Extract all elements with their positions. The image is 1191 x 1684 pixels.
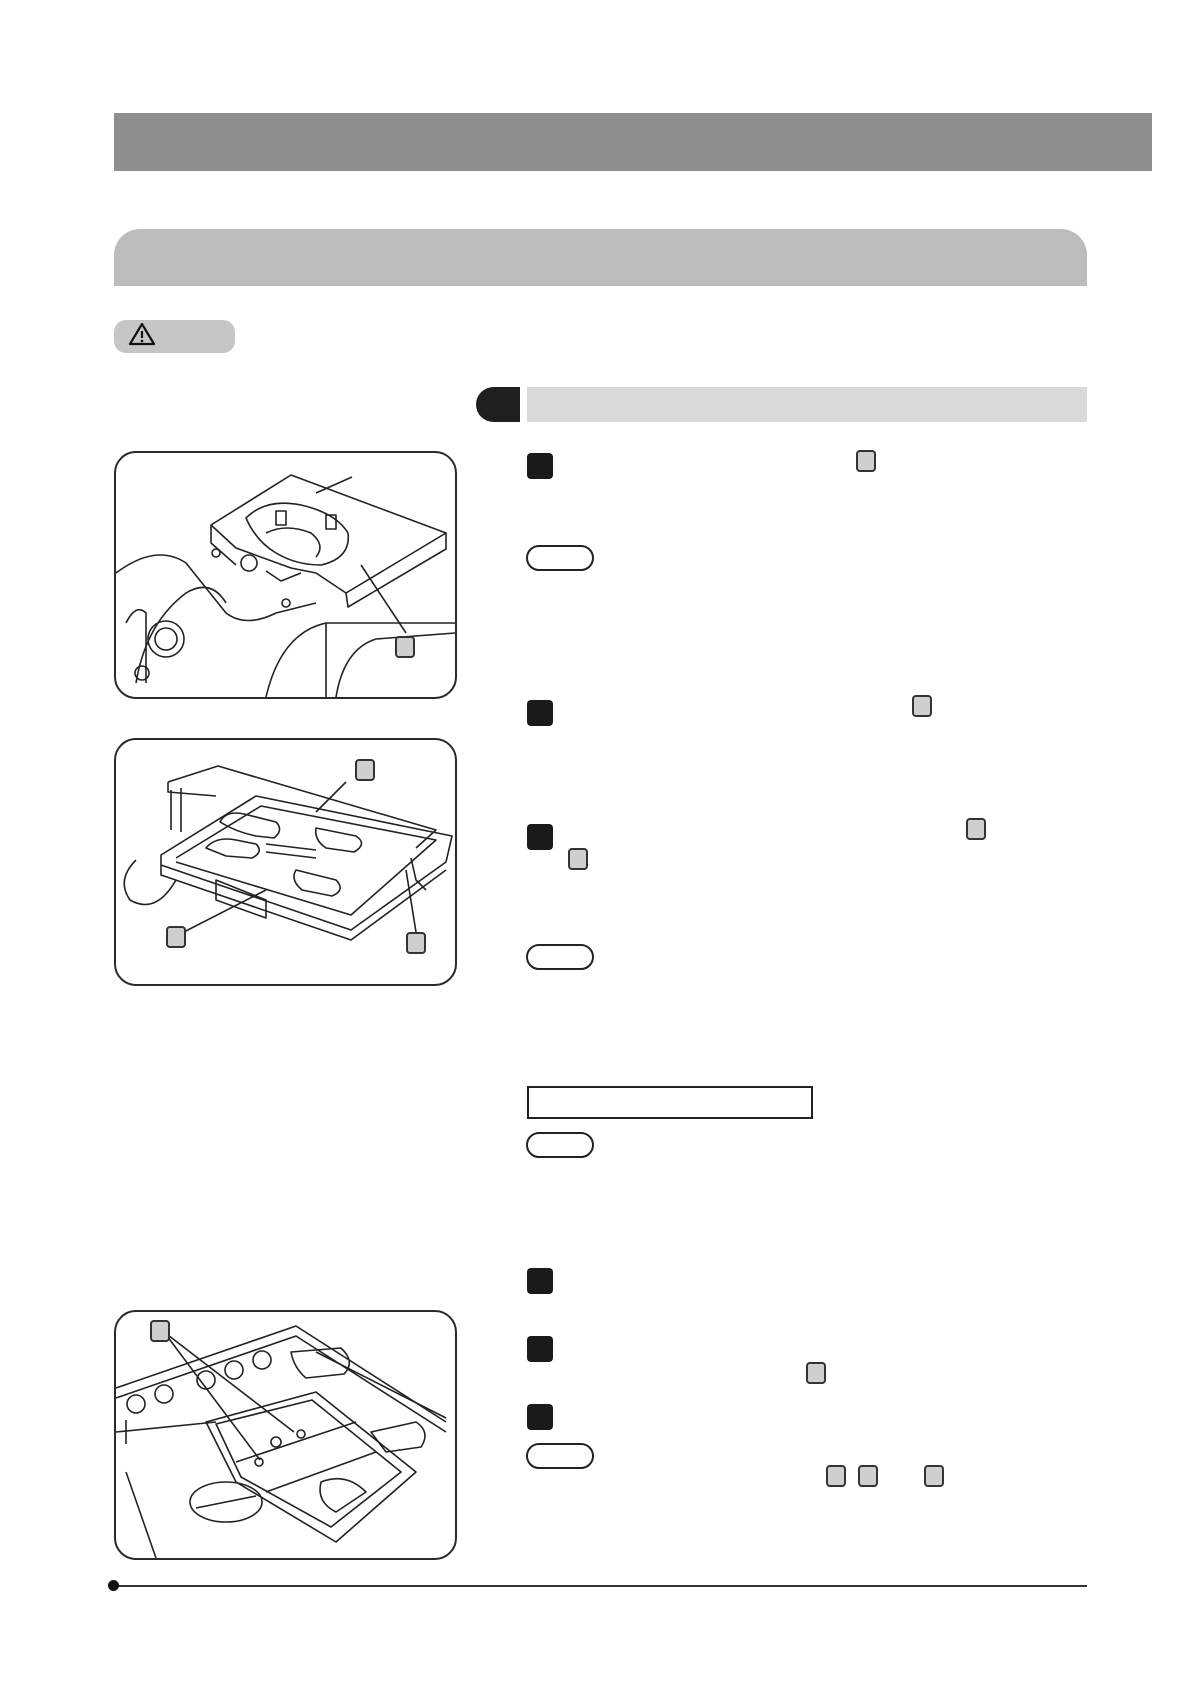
figure-reference-box [150, 1320, 170, 1342]
figure-reference-box [395, 636, 415, 658]
step-marker [527, 824, 553, 850]
reference-box [568, 848, 588, 870]
footer-bullet [108, 1580, 119, 1591]
reference-box [826, 1465, 846, 1487]
step-marker [527, 1336, 553, 1362]
step-marker [527, 1404, 553, 1430]
reference-box [912, 695, 932, 717]
figure-reference-box [166, 926, 186, 948]
note-pill [526, 944, 594, 970]
figure-reference-box [355, 759, 375, 781]
note-pill [526, 545, 594, 571]
chapter-header-bar [114, 113, 1152, 171]
section-header-bar [114, 229, 1087, 286]
subsection-header-bar [527, 387, 1087, 422]
step-marker [527, 453, 553, 479]
reference-box [858, 1465, 878, 1487]
note-pill [526, 1132, 594, 1158]
note-pill [526, 1443, 594, 1469]
step-marker [527, 700, 553, 726]
framed-note-box [527, 1086, 813, 1119]
reference-box [856, 450, 876, 472]
warning-triangle-icon [128, 322, 156, 351]
reference-box [924, 1465, 944, 1487]
figure-stage-screws [114, 1310, 457, 1560]
caution-badge [114, 320, 235, 353]
footer-rule [114, 1585, 1087, 1587]
figure-specimen-holder [114, 738, 457, 986]
figure-stage-holder [114, 451, 457, 699]
reference-box [966, 818, 986, 840]
reference-box [806, 1362, 826, 1384]
figure-reference-box [406, 932, 426, 954]
subsection-marker [476, 387, 520, 422]
step-marker [527, 1268, 553, 1294]
